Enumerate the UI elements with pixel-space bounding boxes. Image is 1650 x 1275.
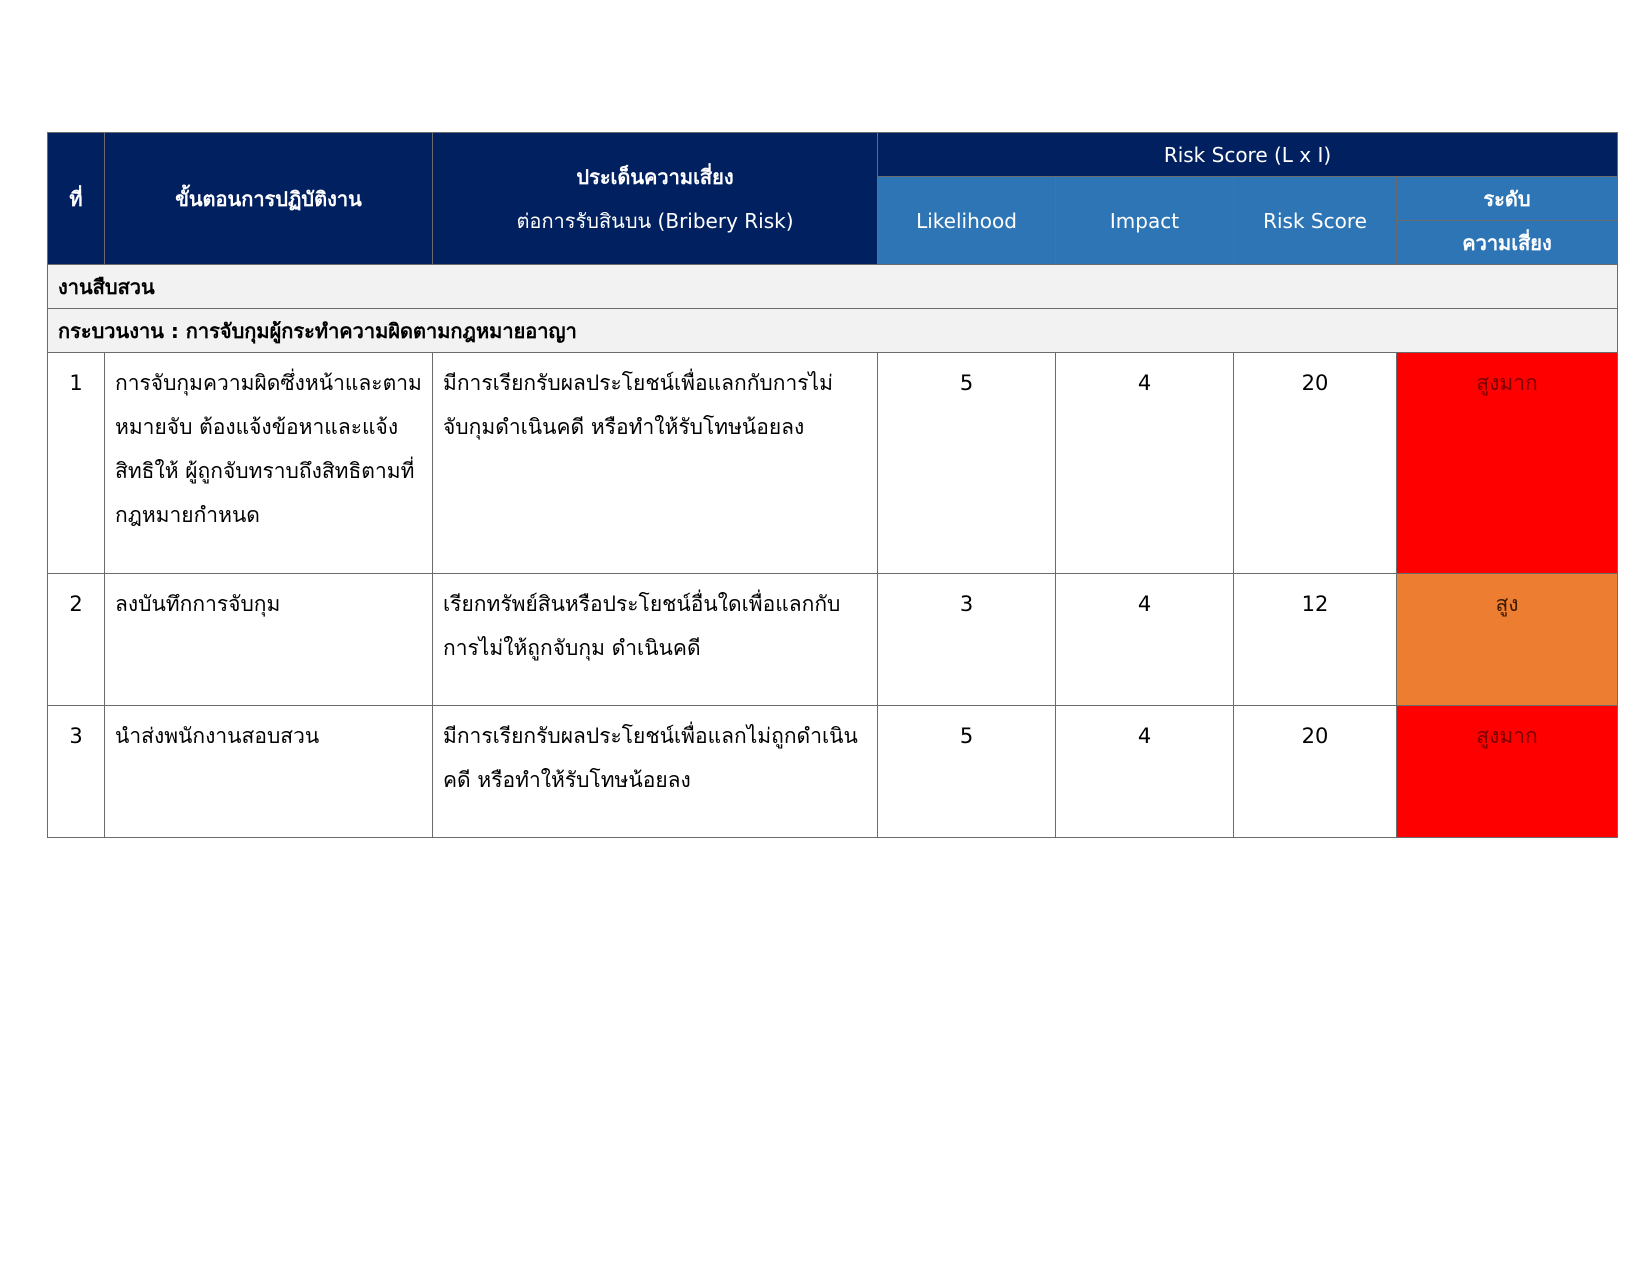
header-issue-line2: ต่อการรับสินบน (Bribery Risk) [516, 208, 794, 233]
header-no: ที่ [48, 133, 105, 265]
header-row-top [48, 133, 1618, 177]
section-process: กระบวนงาน : การจับกุมผู้กระทำความผิดตามกฎหมายอาญา [48, 309, 1618, 353]
row-impact: 4 [1056, 353, 1234, 574]
row-score: 20 [1234, 706, 1397, 838]
row-likelihood: 3 [878, 574, 1056, 706]
row-step: นำส่งพนักงานสอบสวน [105, 706, 433, 838]
row-level: สูงมาก [1397, 706, 1618, 838]
section-unit: งานสืบสวน [48, 265, 1618, 309]
row-no: 2 [48, 574, 105, 706]
header-level-line2: ความเสี่ยง [1397, 221, 1618, 265]
row-issue: เรียกทรัพย์สินหรือประโยชน์อื่นใดเพื่อแลกกับการไม่ให้ถูกจับกุม ดำเนินคดี [433, 574, 878, 706]
row-no: 1 [48, 353, 105, 574]
row-issue: มีการเรียกรับผลประโยชน์เพื่อแลกไม่ถูกดำเนินคดี หรือทำให้รับโทษน้อยลง [433, 706, 878, 838]
row-level: สูงมาก [1397, 353, 1618, 574]
section-process-row [48, 309, 1618, 353]
header-issue [433, 133, 878, 265]
row-likelihood: 5 [878, 706, 1056, 838]
row-no: 3 [48, 706, 105, 838]
risk-table [47, 132, 1618, 838]
header-level-line1: ระดับ [1397, 177, 1618, 221]
row-step: การจับกุมความผิดซึ่งหน้าและตามหมายจับ ต้องแจ้งข้อหาและแจ้งสิทธิให้ ผู้ถูกจับทราบถึงสิทธิตามที่กฎหมายกำหนด [105, 353, 433, 574]
header-issue-line1: ประเด็นความเสี่ยง [576, 164, 734, 189]
header-step [105, 133, 433, 265]
risk-assessment-sheet [47, 132, 1617, 838]
row-level: สูง [1397, 574, 1618, 706]
row-step: ลงบันทึกการจับกุม [105, 574, 433, 706]
table-row [48, 353, 1618, 574]
row-impact: 4 [1056, 706, 1234, 838]
row-issue: มีการเรียกรับผลประโยชน์เพื่อแลกกับการไม่จับกุมดำเนินคดี หรือทำให้รับโทษน้อยลง [433, 353, 878, 574]
header-step-label: ขั้นตอนการปฏิบัติงาน [175, 186, 362, 211]
header-risk-score: Risk Score [1234, 177, 1397, 265]
row-impact: 4 [1056, 574, 1234, 706]
section-unit-row [48, 265, 1618, 309]
table-row [48, 706, 1618, 838]
header-likelihood: Likelihood [878, 177, 1056, 265]
row-likelihood: 5 [878, 353, 1056, 574]
header-risk-score-group: Risk Score (L x I) [878, 133, 1618, 177]
table-row [48, 574, 1618, 706]
row-score: 12 [1234, 574, 1397, 706]
header-impact: Impact [1056, 177, 1234, 265]
row-score: 20 [1234, 353, 1397, 574]
